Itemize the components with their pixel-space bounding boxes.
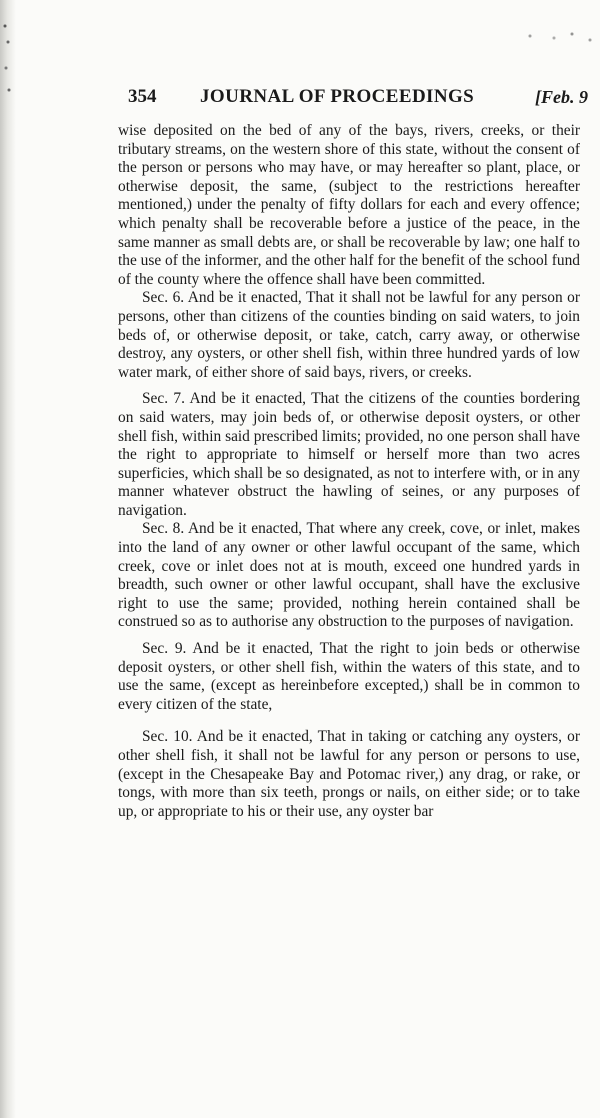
- running-title: JOURNAL OF PROCEEDINGS: [200, 86, 475, 107]
- paragraph-sec-10: Sec. 10. And be it enacted, That in taking or catching any oysters, or other shell fish, it shall not be lawful for any person or persons to use, (except in the Chesapeake Bay and Potomac river,) any drag, or rake, or tongs, with more than six teeth, prongs or nails, on either side; or to take up, or appropriate to his or their use, any oyster bar: [118, 728, 580, 820]
- gutter-specks: [2, 20, 12, 110]
- paragraph-sec-9: Sec. 9. And be it enacted, That the right to join beds or otherwise deposit oysters, or other shell fish, within the waters of this state, and to use the same, (except as hereinbefore excepted,) shall be in common to every citizen of the state,: [118, 640, 580, 713]
- paragraph-sec-8: Sec. 8. And be it enacted, That where any creek, cove, or inlet, makes into the land of any owner or other lawful occupant of the same, which creek, cove or inlet does not at is mouth, exceed one hundred yards in breadth, such owner or other lawful occupant, shall have the exclusive right to use the same; provided, nothing herein contained shall be construed so as to authorise any obstruction to the purposes of navigation.: [118, 520, 580, 631]
- page-number: 354: [128, 86, 157, 107]
- date-reference: [Feb. 9: [535, 87, 588, 107]
- page-header: [128, 84, 588, 112]
- corner-specks: [510, 28, 600, 46]
- paragraph-sec-6: Sec. 6. And be it enacted, That it shall not be lawful for any person or persons, other than citizens of the counties binding on said waters, to join beds of, or otherwise deposit, or take, catch, carry away, or otherwise destroy, any oysters, or other shell fish, within three hundred yards of low water mark, of either shore of said bays, rivers, or creeks.: [118, 289, 580, 381]
- binding-gutter-shadow: [0, 0, 16, 1118]
- body-text: [118, 122, 580, 821]
- paragraph-continuation: wise deposited on the bed of any of the bays, rivers, creeks, or their tributary streams, on the western shore of this state, without the consent of the person or persons who may have, or may hereafter so plant, place, or otherwise deposit, the same, (subject to the restrictions hereafter mentioned,) under the penalty of fifty dollars for each and every offence; which penalty shall be recoverable before a justice of the peace, in the same manner as small debts are, or shall be recoverable by law; one half to the use of the informer, and the other half for the benefit of the school fund of the county where the offence shall have been committed.: [118, 122, 580, 288]
- paragraph-sec-7: Sec. 7. And be it enacted, That the citizens of the counties bordering on said waters, may join beds of, or otherwise deposit oysters, or other shell fish, within said prescribed limits; provided, no one person shall have the right to appropriate to himself or herself more than two acres superficies, which shall be so designated, as not to interfere with, or in any manner whatever obstruct the hawling of seines, or any purposes of navigation.: [118, 390, 580, 519]
